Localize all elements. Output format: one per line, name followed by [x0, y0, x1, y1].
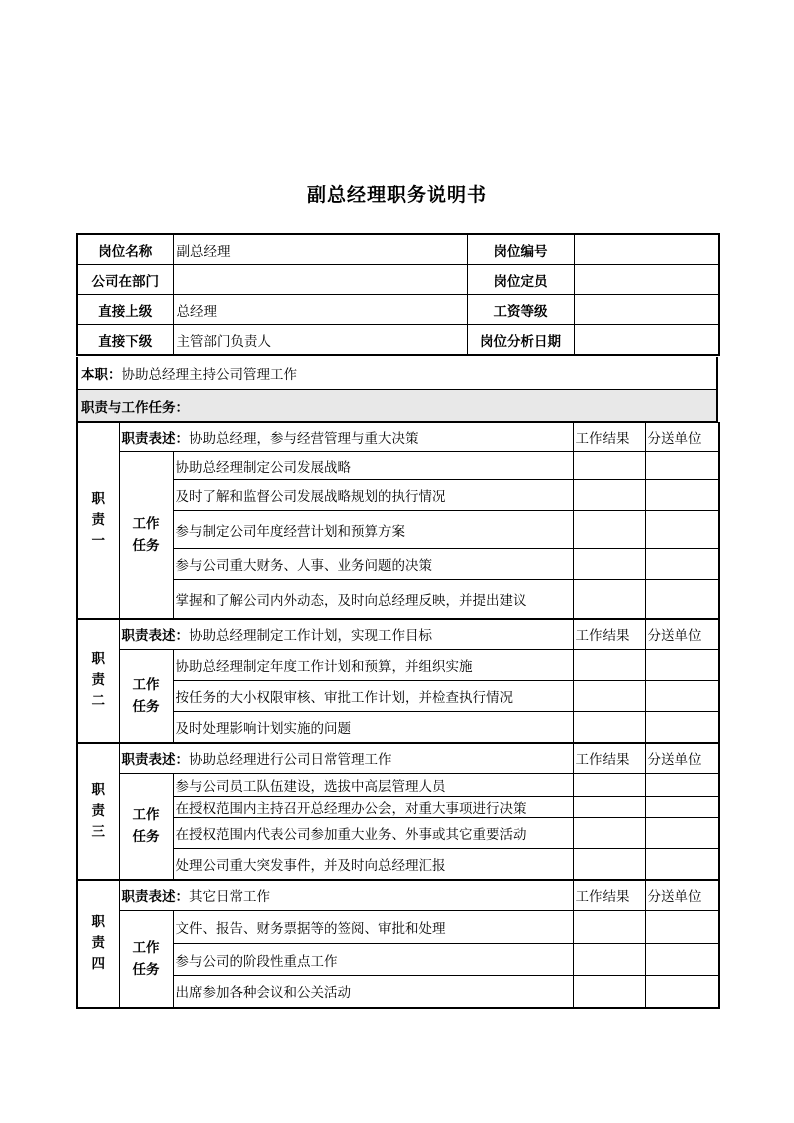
- superior-value: 总经理: [173, 295, 467, 325]
- duty-desc-row: [77, 423, 719, 452]
- duty-name: 职 责 四: [77, 880, 119, 1008]
- task-text: 出席参加各种会议和公关活动: [173, 976, 573, 1008]
- task-result-cell: [573, 580, 645, 619]
- task-dept-cell: [645, 944, 719, 976]
- table-row: [77, 681, 719, 712]
- task-dept-cell: [645, 580, 719, 619]
- task-result-cell: [573, 818, 645, 849]
- task-dept-cell: [645, 774, 719, 797]
- task-result-cell: [573, 650, 645, 681]
- task-result-cell: [573, 944, 645, 976]
- task-text: 掌握和了解公司内外动态，及时向总经理反映，并提出建议: [173, 580, 573, 619]
- dept-header: 分送单位: [645, 880, 719, 911]
- table-row: [77, 480, 719, 511]
- position-info-table: [76, 233, 720, 356]
- headcount-value: [574, 265, 719, 295]
- task-text: 文件、报告、财务票据等的签阅、审批和处理: [173, 911, 573, 944]
- task-text: 参与公司的阶段性重点工作: [173, 944, 573, 976]
- task-text: 及时了解和监督公司发展战略规划的执行情况: [173, 480, 573, 511]
- position-no-label: 岗位编号: [467, 234, 574, 265]
- duties-table: [76, 422, 720, 1009]
- duty-desc-text: 协助总经理制定工作计划，实现工作目标: [189, 628, 432, 645]
- task-result-cell: [573, 681, 645, 712]
- task-text: 及时处理影响计划实施的问题: [173, 712, 573, 743]
- superior-label: 直接上级: [77, 295, 173, 325]
- task-text: 参与制定公司年度经营计划和预算方案: [173, 511, 573, 549]
- page-title: 副总经理职务说明书: [306, 184, 487, 206]
- task-text: 协助总经理制定公司发展战略: [173, 452, 573, 480]
- result-header: 工作结果: [573, 619, 645, 650]
- table-row: [77, 818, 719, 849]
- table-row: [77, 944, 719, 976]
- table-row: [77, 265, 719, 295]
- result-header: 工作结果: [573, 880, 645, 911]
- task-result-cell: [573, 480, 645, 511]
- task-dept-cell: [645, 480, 719, 511]
- duty-name: 职 责 二: [77, 619, 119, 743]
- result-header: 工作结果: [573, 743, 645, 774]
- task-label: 工作 任务: [119, 911, 173, 1008]
- duty-desc-row: [77, 619, 719, 650]
- task-dept-cell: [645, 911, 719, 944]
- task-text: 按任务的大小权限审核、审批工作计划，并检查执行情况: [173, 681, 573, 712]
- headcount-label: 岗位定员: [467, 265, 574, 295]
- analysis-date-value: [574, 325, 719, 356]
- table-row: [77, 325, 719, 356]
- task-dept-cell: [645, 712, 719, 743]
- task-result-cell: [573, 712, 645, 743]
- main-duty-row: [76, 357, 718, 390]
- tasks-section-header: [76, 390, 718, 422]
- task-dept-cell: [645, 511, 719, 549]
- table-row: [77, 295, 719, 325]
- table-row: [77, 650, 719, 681]
- duty-desc-row: [77, 743, 719, 774]
- task-result-cell: [573, 511, 645, 549]
- task-text: 处理公司重大突发事件，并及时向总经理汇报: [173, 849, 573, 880]
- task-dept-cell: [645, 650, 719, 681]
- tasks-section-label: 职责与工作任务：: [81, 399, 189, 416]
- task-text: 参与公司重大财务、人事、业务问题的决策: [173, 549, 573, 580]
- task-result-cell: [573, 976, 645, 1008]
- result-header: 工作结果: [573, 423, 645, 452]
- task-label: 工作 任务: [119, 774, 173, 880]
- dept-header: 分送单位: [645, 743, 719, 774]
- table-row: [77, 797, 719, 818]
- position-no-value: [574, 234, 719, 265]
- department-label: 公司在部门: [77, 265, 173, 295]
- table-row: [77, 712, 719, 743]
- task-label: 工作 任务: [119, 650, 173, 743]
- task-result-cell: [573, 911, 645, 944]
- dept-header: 分送单位: [645, 619, 719, 650]
- position-name-label: 岗位名称: [77, 234, 173, 265]
- task-result-cell: [573, 549, 645, 580]
- table-row: [77, 234, 719, 265]
- task-result-cell: [573, 774, 645, 797]
- table-row: [77, 452, 719, 480]
- task-text: 参与公司员工队伍建设，选拔中高层管理人员: [173, 774, 573, 797]
- task-dept-cell: [645, 818, 719, 849]
- duty-desc-text: 其它日常工作: [189, 889, 270, 906]
- task-result-cell: [573, 452, 645, 480]
- position-name-value: 副总经理: [173, 234, 467, 265]
- analysis-date-label: 岗位分析日期: [467, 325, 574, 356]
- task-dept-cell: [645, 976, 719, 1008]
- task-dept-cell: [645, 681, 719, 712]
- duty-desc-text: 协助总经理，参与经营管理与重大决策: [189, 431, 419, 447]
- duty-desc-label: 职责表述：: [121, 752, 189, 769]
- table-row: [77, 911, 719, 944]
- main-duty-label: 本职：: [81, 367, 122, 383]
- task-result-cell: [573, 797, 645, 818]
- duty-desc-text: 协助总经理进行公司日常管理工作: [189, 752, 392, 769]
- task-dept-cell: [645, 797, 719, 818]
- dept-header: 分送单位: [645, 423, 719, 452]
- duty-desc-row: [77, 880, 719, 911]
- table-row: [77, 580, 719, 619]
- duty-name: 职 责 一: [77, 423, 119, 619]
- task-text: 在授权范围内代表公司参加重大业务、外事或其它重要活动: [173, 818, 573, 849]
- task-text: 协助总经理制定年度工作计划和预算，并组织实施: [173, 650, 573, 681]
- task-result-cell: [573, 849, 645, 880]
- task-dept-cell: [645, 452, 719, 480]
- table-row: [77, 774, 719, 797]
- table-row: [77, 549, 719, 580]
- salary-value: [574, 295, 719, 325]
- table-row: [77, 511, 719, 549]
- duty-desc-label: 职责表述：: [121, 628, 189, 645]
- table-row: [77, 849, 719, 880]
- task-text: 在授权范围内主持召开总经理办公会，对重大事项进行决策: [173, 797, 573, 818]
- duty-desc-label: 职责表述：: [121, 431, 189, 447]
- salary-label: 工资等级: [467, 295, 574, 325]
- task-dept-cell: [645, 849, 719, 880]
- task-label: 工作 任务: [119, 452, 173, 619]
- task-dept-cell: [645, 549, 719, 580]
- duty-name: 职 责 三: [77, 743, 119, 880]
- duty-desc-label: 职责表述：: [121, 889, 189, 906]
- subordinate-value: 主管部门负责人: [173, 325, 467, 356]
- subordinate-label: 直接下级: [77, 325, 173, 356]
- main-duty-text: 协助总经理主持公司管理工作: [121, 367, 297, 383]
- table-row: [77, 976, 719, 1008]
- department-value: [173, 265, 467, 295]
